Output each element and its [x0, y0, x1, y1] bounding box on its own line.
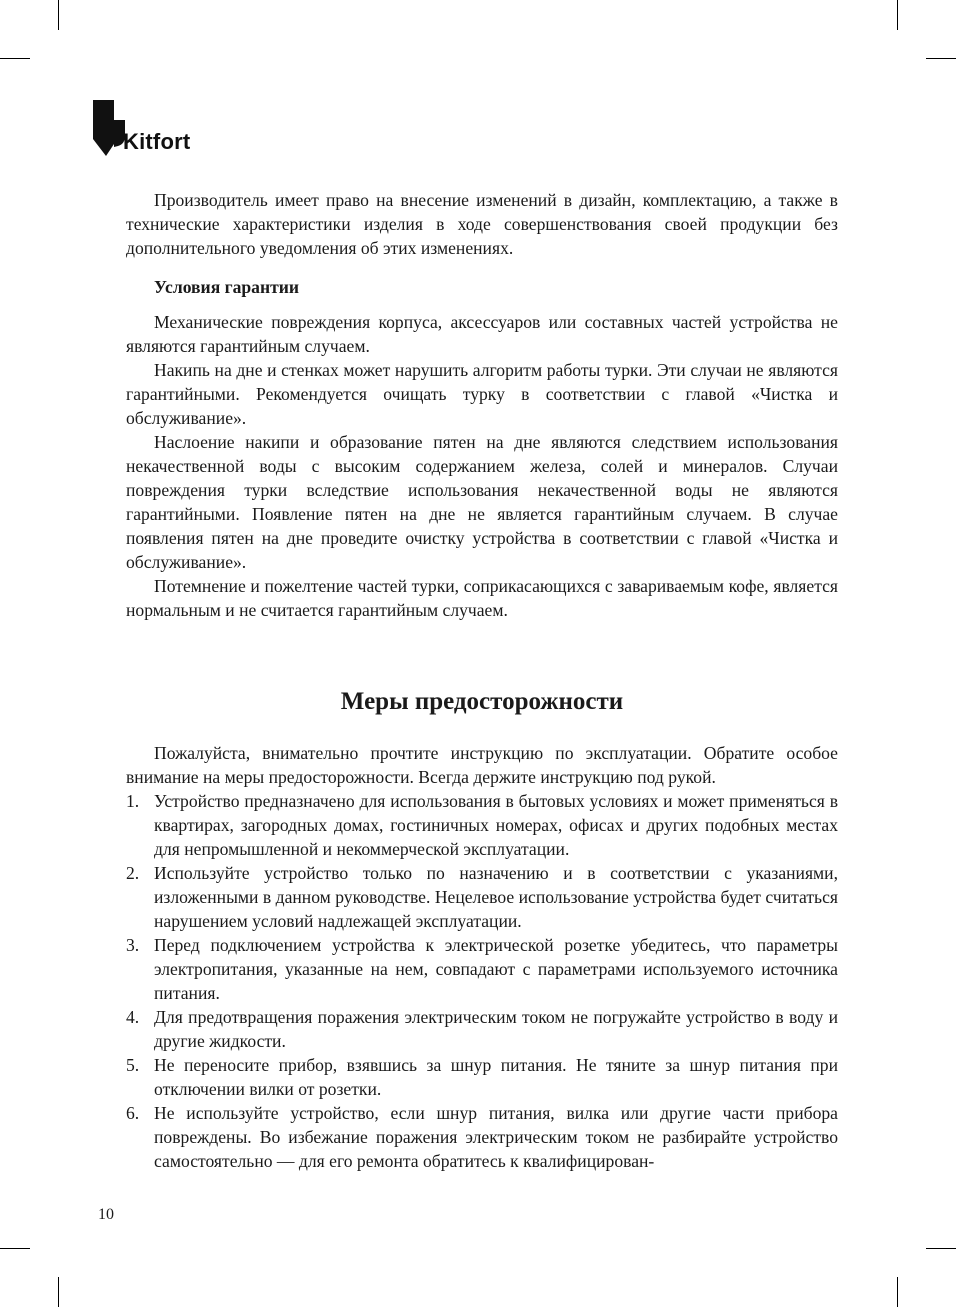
list-item — [126, 789, 838, 861]
warranty-paragraph: Наслоение накипи и образование пятен на дне являются следствием использования некачественной воды с высоким содержанием железа, солей и минералов. Случаи повреждения турки вследствие использования некачественной воды не являются гарантийными. Появление пятен на дне не является гарантийным случаем. В случае появления пятен на дне проведите очистку устройства в соответствии с главой «Чистка и обслуживание». — [126, 432, 838, 572]
list-item-text: Устройство предназначено для использования в бытовых условиях и может применяться в квартирах, загородных домах, гостиничных номерах, офисах и других подобных местах для непромышленной и некоммерческой эксплуатации. — [154, 791, 838, 859]
intro-paragraph: Производитель имеет право на внесение изменений в дизайн, комплектацию, а также в технические характеристики изделия в ходе совершенствования своей продукции без дополнительного уведомления об этих изменениях. — [126, 190, 838, 258]
list-item — [126, 861, 838, 933]
precautions-list — [126, 789, 838, 1173]
list-item-number: 4. — [126, 1007, 140, 1027]
list-item — [126, 1053, 838, 1101]
crop-mark — [897, 1277, 898, 1307]
list-item-number: 3. — [126, 935, 140, 955]
list-item-text: Не переносите прибор, взявшись за шнур питания. Не тяните за шнур питания при отключении вилки от розетки. — [154, 1055, 838, 1099]
list-item-number: 2. — [126, 863, 140, 883]
list-item — [126, 933, 838, 1005]
warranty-heading: Условия гарантии — [154, 277, 300, 297]
crop-mark — [926, 58, 956, 59]
list-item-text: Перед подключением устройства к электрической розетке убедитесь, что параметры электропитания, указанные на нем, совпадают с параметрами используемого источника питания. — [154, 935, 838, 1003]
list-item — [126, 1101, 838, 1173]
warranty-paragraph: Потемнение и пожелтение частей турки, соприкасающихся с завариваемым кофе, является нормальным и не считается гарантийным случаем. — [126, 576, 838, 620]
page-number: 10 — [98, 1206, 114, 1223]
crop-mark — [58, 1277, 59, 1307]
brand-name: Kitfort — [123, 129, 191, 154]
list-item-text: Для предотвращения поражения электрическим током не погружайте устройство в воду и другие жидкости. — [154, 1007, 838, 1051]
crop-mark — [0, 1248, 30, 1249]
crop-mark — [926, 1248, 956, 1249]
kitfort-logo-icon — [92, 100, 126, 156]
list-item — [126, 1005, 838, 1053]
crop-mark — [0, 58, 30, 59]
precautions-section — [126, 741, 838, 1173]
warranty-paragraph: Накипь на дне и стенках может нарушить алгоритм работы турки. Эти случаи не являются гарантийными. Рекомендуется очищать турку в соответствии с главой «Чистка и обслуживание». — [126, 360, 838, 428]
crop-mark — [897, 0, 898, 30]
list-item-number: 6. — [126, 1103, 140, 1123]
list-item-number: 1. — [126, 791, 140, 811]
list-item-text: Не используйте устройство, если шнур питания, вилка или другие части прибора повреждены. Во избежание поражения электрическим током не разбирайте устройство самостоятельно — для его ремонта обратитесь к квалифицирован- — [154, 1103, 838, 1171]
precautions-title: Меры предосторожности — [340, 688, 624, 715]
warranty-section — [126, 188, 838, 622]
warranty-paragraph: Механические повреждения корпуса, аксессуаров или составных частей устройства не являются гарантийным случаем. — [126, 312, 838, 356]
list-item-number: 5. — [126, 1055, 140, 1075]
list-item-text: Используйте устройство только по назначению и в соответствии с указаниями, изложенными в данном руководстве. Нецелевое использование устройства будет считаться нарушением условий надлежащей эксплуатации. — [154, 863, 838, 931]
precautions-intro: Пожалуйста, внимательно прочтите инструкцию по эксплуатации. Обратите особое внимание на меры предосторожности. Всегда держите инструкцию под рукой. — [126, 743, 838, 787]
crop-mark — [58, 0, 59, 30]
brand-logo — [92, 100, 202, 158]
